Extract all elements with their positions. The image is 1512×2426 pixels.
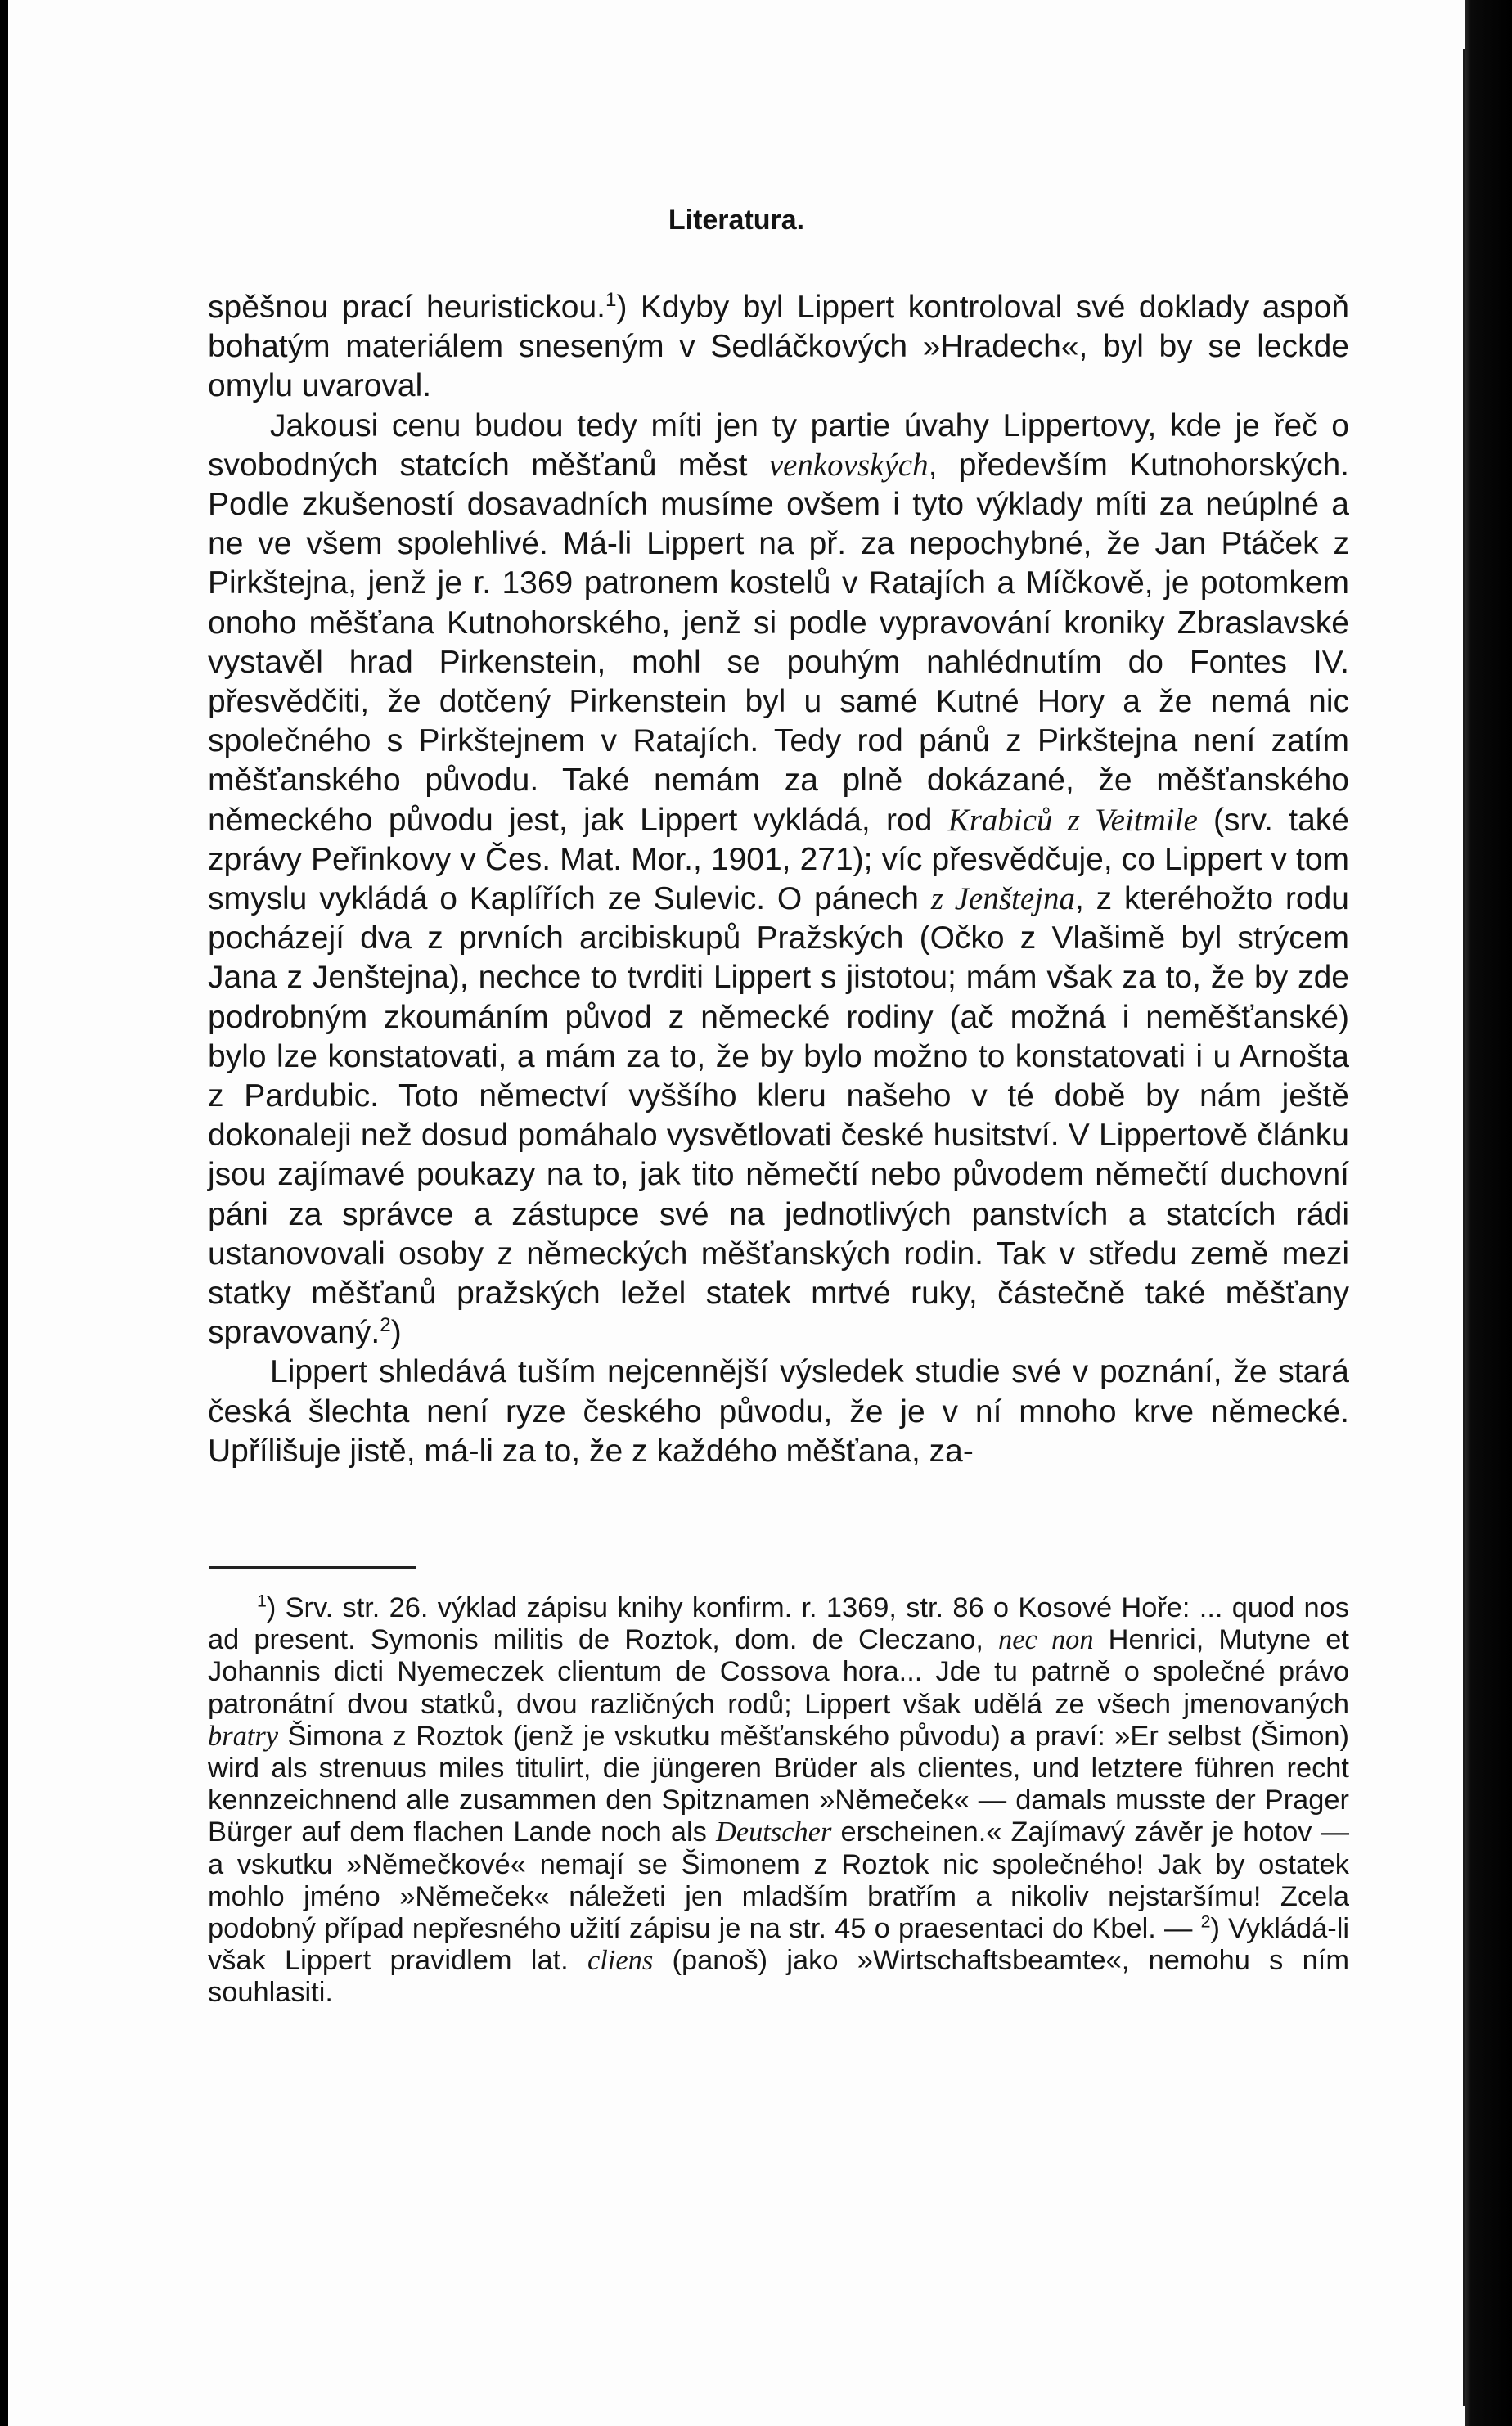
footnote-2-marker: 2 [1200, 1911, 1211, 1932]
scanned-page [8, 0, 1465, 2426]
paragraph-3: Lippert shledává tuším nejcennější výsledek studie své v poznání, že stará česká šlechta není ryze českého původu, že je v ní mnoho krve německé. Upřílišuje jistě, má-li za to, že z každého měšťana, za- [208, 1354, 1349, 1469]
paragraph-1: spěšnou prací heuristickou.$^1$) Kdyby byl Lippert kontroloval své doklady aspoň bohatým materiálem sneseným v Sedláčkových »Hradech«, byl by se leckde omylu uvaroval. [208, 289, 1349, 404]
footnote-ref-2: 2 [380, 1314, 391, 1337]
footnote-1: $^1$) Srv. str. 26. výklad zápisu knihy konfirm. r. 1369, str. 86 o Kosové Hoře: ... quod nos ad present. Symonis militis de Roztok, dom. de Cleczano, nec non Henrici, Mutyne et Johannis dicti Nyemeczek clientum de Cossova hora... Jde tu patrně o společné právo patronátní dvou statků, dvou različných rodů; Lippert však udělá ze všech jmenovaných bratry Šimona z Roztok (jenž je vskutku měšťanského původu) a praví: »Er selbst (Šimon) wird als strenuus miles titulirt, die jüngeren Brüder als clientes, und letztere führen recht kennzeichnend alle zusammen den Spitznamen »Němeček« — damals musste der Prager Bürger auf dem flachen Lande noch als Deutscher erscheinen.« Zajímavý závěr je hotov — a vskutku »Němečkové« nemají se Šimonem z Roztok nic společného! Jak by ostatek mohlo jméno »Němeček« náležeti jen mladším bratřím a nikoliv nejstaršímu! Zcela podobný případ nepřesného užití zápisu je na str. 45 o praesentaci do Kbel. — $^2$) Vykládá-li však Lippert pravidlem lat. cliens (panoš) jako »Wirtschaftsbeamte«, nemohu s ním souhlasiti. [208, 1591, 1349, 2009]
footnotes [208, 1592, 1349, 2010]
scan-edge [1465, 0, 1512, 2426]
paragraph-2: Jakousi cenu budou tedy míti jen ty partie úvahy Lippertovy, kde je řeč o svobodných statcích měšťanů měst venkovských, především Kutnohorských. Podle zkušeností dosavadních musíme ovšem i tyto výklady míti za neúplné a ne ve všem spolehlivé. Má-li Lippert na př. za nepochybné, že Jan Ptáček z Pirkštejna, jenž je r. 1369 patronem kostelů v Ratajích a Míčkově, je potomkem onoho měšťana Kutnohorského, jenž si podle vypravování kroniky Zbraslavské vystavěl hrad Pirkenstein, mohl se pouhým nahlédnutím do Fontes IV. přesvědčiti, že dotčený Pirkenstein byl u samé Kutné Hory a že nemá nic společného s Pirkštejnem v Ratajích. Tedy rod pánů z Pirkštejna není zatím měšťanského původu. Také nemám za plně dokázané, že měšťanského německého původu jest, jak Lippert vykládá, rod Krabiců z Veitmile (srv. také zprávy Peřinkovy v Čes. Mat. Mor., 1901, 271); víc přesvědčuje, co Lippert v tom smyslu vykládá o Kaplířích ze Sulevic. O pánech z Jenštejna, z kteréhožto rodu pocházejí dva z prvních arcibiskupů Pražských (Očko z Vlašimě byl strýcem Jana z Jenštejna), nechce to tvrditi Lippert s jistotou; mám však za to, že by zde podrobným zkoumáním původ z německé rodiny (ač možná i neměšťanské) bylo lze konstatovati, a mám za to, že by bylo možno to konstatovati i u Arnošta z Pardubic. Toto němectví vyššího kleru našeho v té době by nám ještě dokonaleji než dosud pomáhalo vysvětlovati české husitství. V Lippertově článku jsou zajímavé poukazy na to, jak tito němečtí nebo původem němečtí duchovní páni za správce a zástupce své na jednotlivých panstvích a statcích rádi ustanovovali osoby z německých měšťanských rodin. Tak v středu země mezi statky měšťanů pražských ležel statek mrtvé ruky, částečně také měšťany spravovaný.$^2$) [208, 407, 1349, 1351]
footnote-ref-1: 1 [605, 289, 617, 311]
main-text [208, 288, 1349, 1471]
running-header: Literatura. [668, 205, 805, 236]
footnote-divider [209, 1566, 416, 1569]
